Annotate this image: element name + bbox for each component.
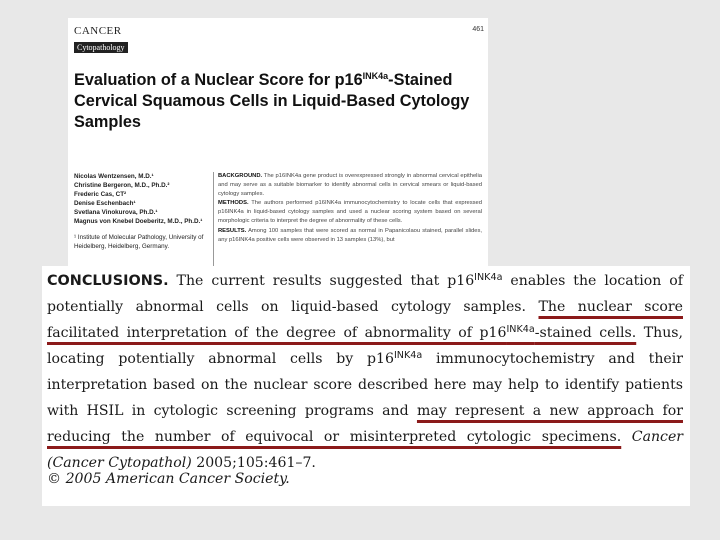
affiliation: ¹ Institute of Molecular Pathology, University of Heidelberg, Heidelberg, Germany.	[74, 233, 204, 250]
conclusions-label: CONCLUSIONS.	[47, 273, 169, 289]
conclusions-excerpt	[42, 266, 690, 506]
methods-label: METHODS.	[218, 200, 249, 207]
page-number: 461	[472, 26, 484, 33]
author: Nicolas Wentzensen, M.D.¹	[74, 173, 154, 180]
methods-text: The authors performed p16INK4a immunocytochemistry to locate cells that expressed p16INK4a in liquid-based cytology samples and used a nuclear scoring system based on several morphologic criteria to interpret the degree of abnormality of these cells.	[218, 200, 482, 225]
author: Frederic Cas, CT²	[74, 191, 127, 199]
citation-volume: 2005;105:461–7.	[196, 455, 316, 471]
article-title: Evaluation of a Nuclear Score for $p16^{INK4a}$-Stained Cervical Squamous Cells in Liquid-Based Cytology Samples	[74, 71, 470, 131]
results-label: RESULTS.	[218, 227, 247, 234]
author: Svetlana Vinokurova, Ph.D.¹	[74, 209, 158, 217]
abstract	[218, 172, 482, 245]
journal-logo	[74, 26, 154, 55]
author: Christine Bergeron, M.D., Ph.D.²	[74, 182, 170, 190]
author-list	[74, 172, 209, 251]
author: Denise Eschenbach¹	[74, 200, 136, 208]
journal-citation: Cancer (Cancer Cytopathol)	[47, 429, 684, 471]
background-text: The p16INK4a gene product is overexpressed strongly in abnormal cervical epithelia and may serve as a suitable biomarker to identify abnormal cells in cervical smears or liquid-based cytology samples.	[218, 173, 482, 198]
highlight-underline: may represent a new approach for reducing the number of equivocal or misinterpreted cytologic specimens.	[47, 403, 683, 445]
journal-section: Cytopathology	[74, 42, 128, 53]
copyright-notice: © 2005 American Cancer Society.	[47, 471, 290, 487]
paper-header-snippet	[68, 18, 488, 270]
highlight-underline: The nuclear score facilitated interpretation of the degree of abnormality of $p16^{INK4a}$-stained cells.	[47, 299, 683, 341]
author: Magnus von Knebel Doeberitz, M.D., Ph.D.¹	[74, 218, 203, 226]
journal-name: CANCER	[74, 25, 122, 37]
conclusions-paragraph: CONCLUSIONS. The current results suggested that $p16^{INK4a}$ enables the location of potentially abnormal cells on liquid-based cytology samples. The nuclear score facilitated interpretation of the degree of abnormality of $p16^{INK4a}$-stained cells. Thus, locating potentially abnormal cells by $p16^{INK4a}$ immunocytochemistry and their interpretation based on the nuclear score described here may help to identify patients with HSIL in cytologic screening programs and may represent a new approach for reducing the number of equivocal or misinterpreted cytologic specimens. Cancer (Cancer Cytopathol) 2005;105:461–7.	[47, 272, 684, 471]
column-divider	[213, 172, 214, 268]
background-label: BACKGROUND.	[218, 173, 263, 179]
results-text: Among 100 samples that were scored as normal in Papanicolaou stained, parallel slides, any p16INK4a positive cells were observed in 13 samples (13%), but	[218, 227, 482, 243]
